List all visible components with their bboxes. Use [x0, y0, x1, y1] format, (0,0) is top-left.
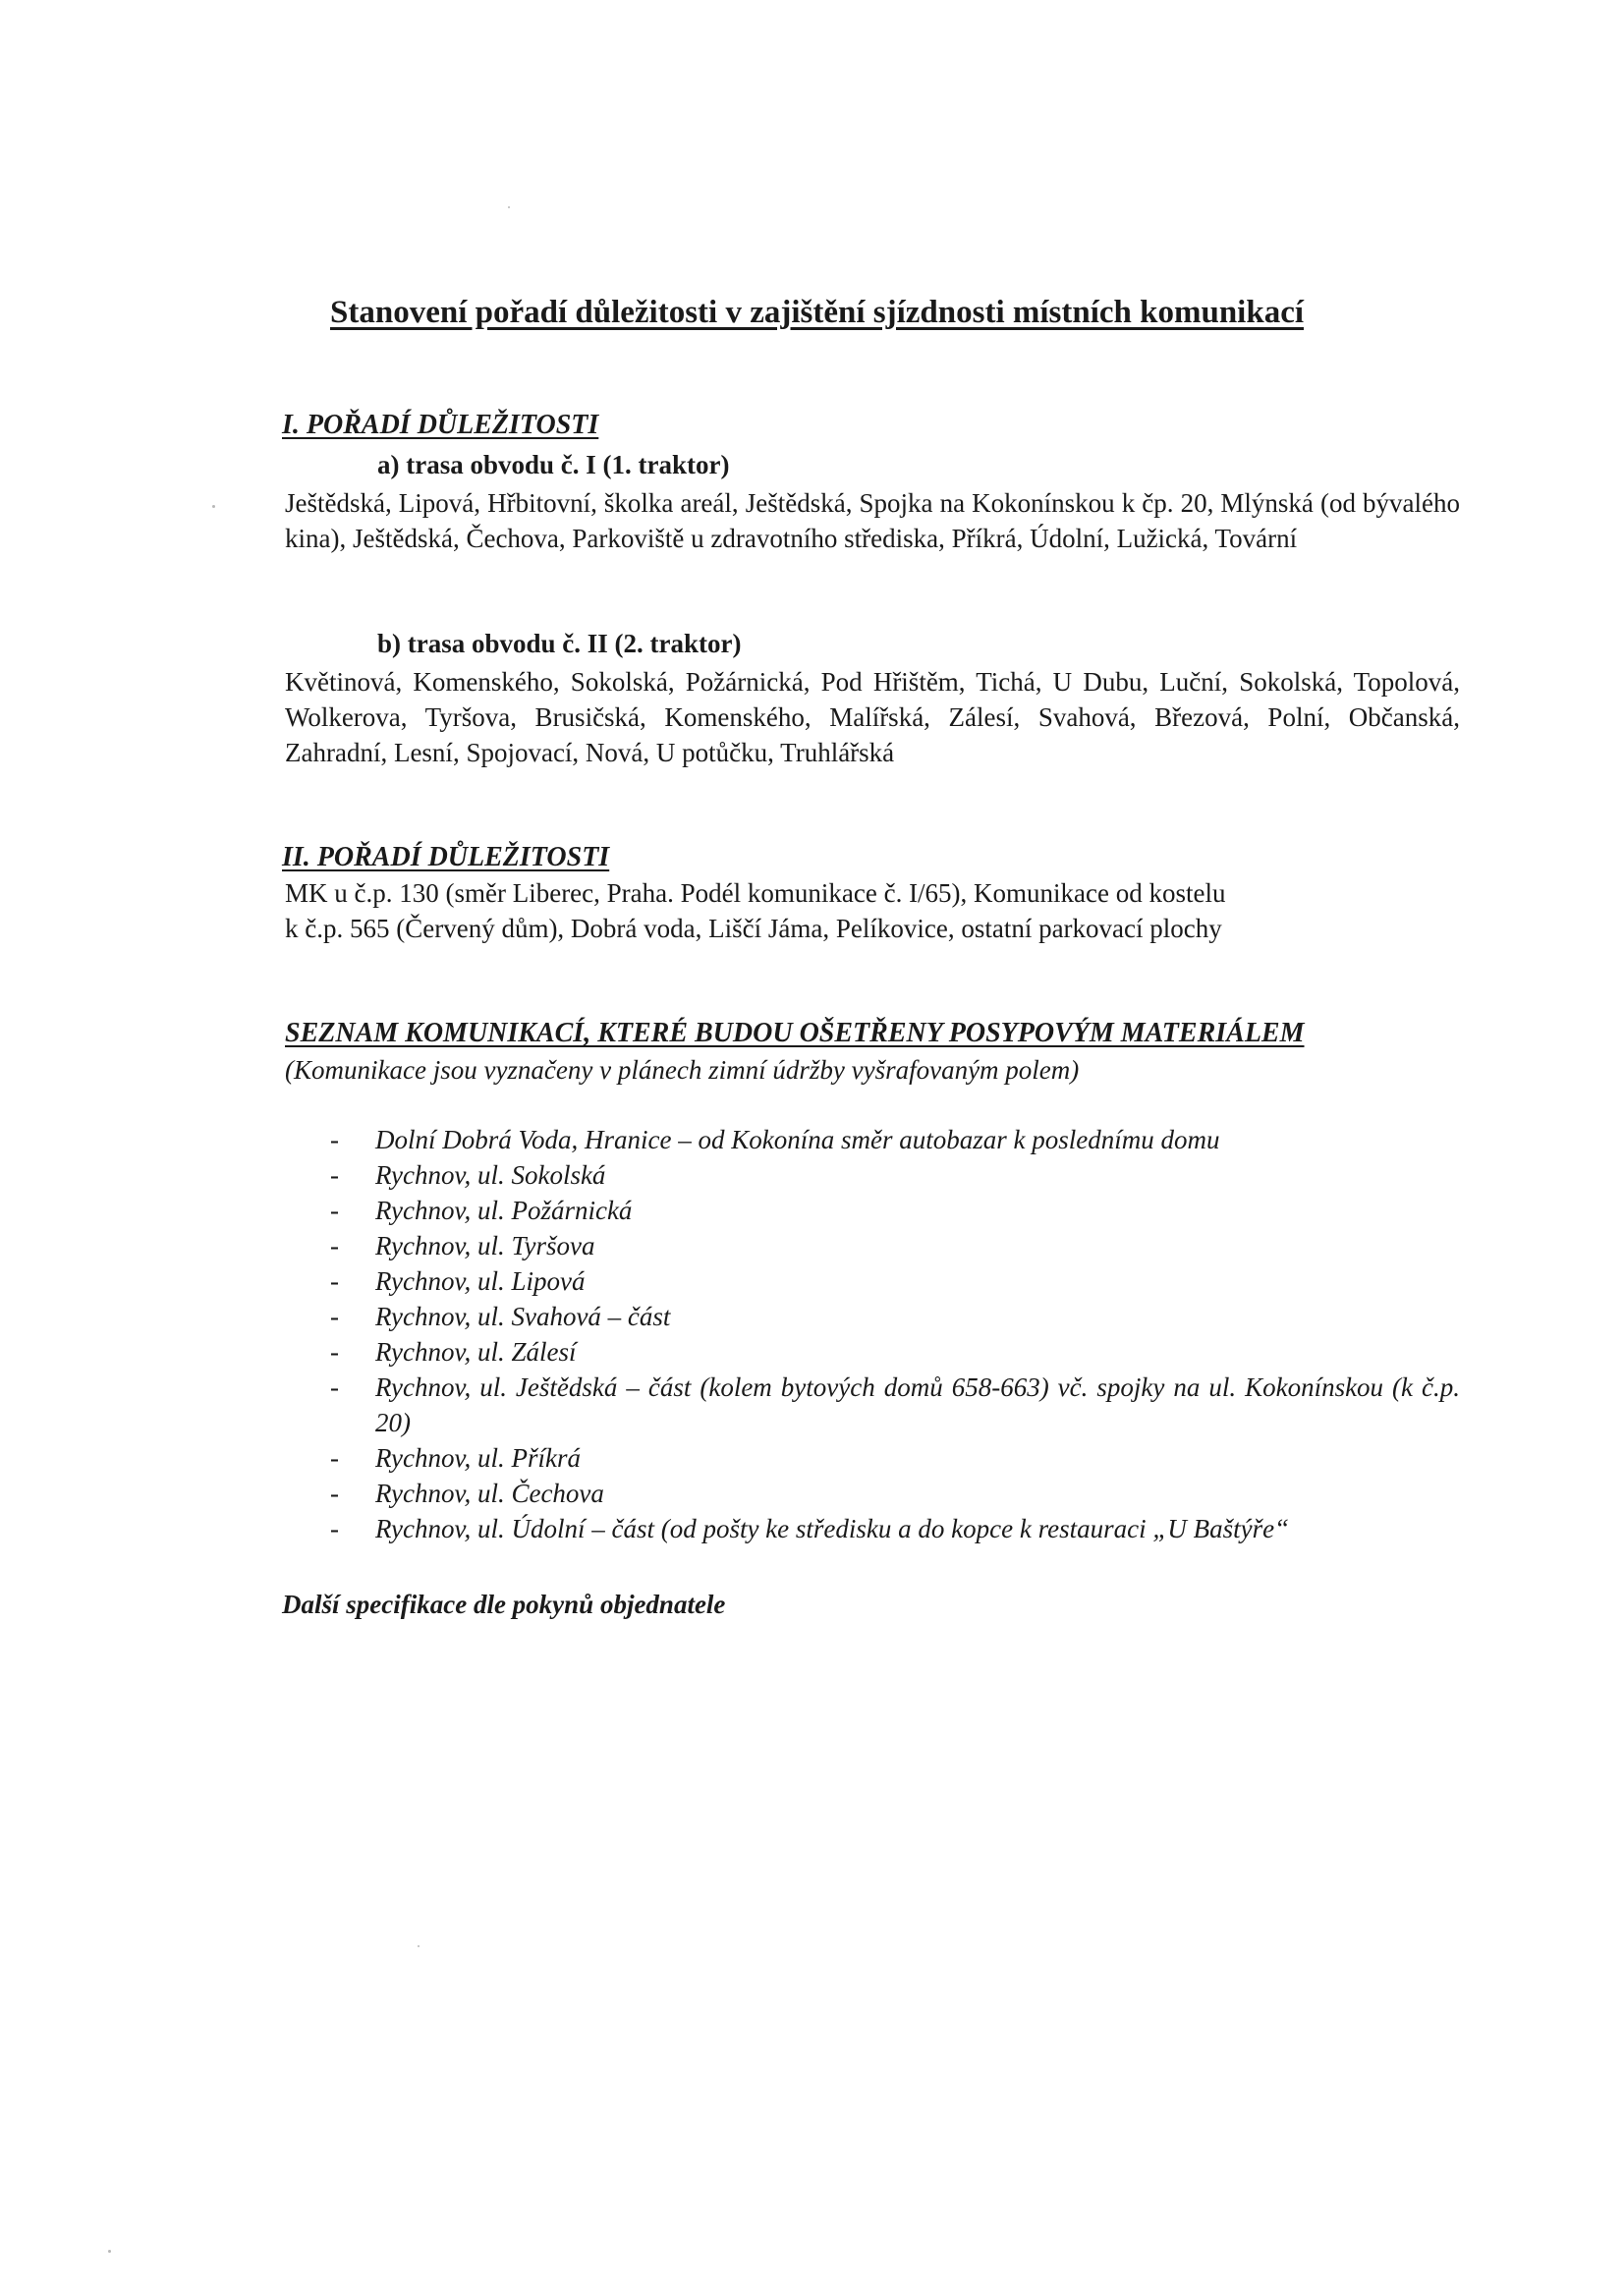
list-item [330, 1122, 1460, 1157]
gritting-list-note: (Komunikace jsou vyznačeny v plánech zimní údržby vyšrafovaným polem) [285, 1055, 1080, 1085]
list-item-text: Rychnov, ul. Ještědská – část (kolem bytových domů 658-663) vč. spojky na ul. Kokonínskou (k č.p. 20) [375, 1372, 1460, 1437]
list-item [330, 1334, 1460, 1370]
route-a-streets: Ještědská, Lipová, Hřbitovní, školka areál, Ještědská, Spojka na Kokonínskou k čp. 20, Mlýnská (od bývalého kina), Ještědská, Čechova, Parkoviště u zdravotního střediska, Příkrá, Údolní, Lužická, Tovární [285, 488, 1460, 553]
section-heading-priority-1: I. POŘADÍ DŮLEŽITOSTI [282, 410, 599, 440]
list-item [330, 1370, 1460, 1440]
route-a-heading: a) trasa obvodu č. I (1. traktor) [377, 450, 730, 479]
list-dash: - [330, 1443, 339, 1473]
gritting-street-list [330, 1122, 1460, 1546]
list-dash: - [330, 1337, 339, 1367]
list-item-text: Rychnov, ul. Lipová [375, 1266, 586, 1296]
scan-speck [108, 2250, 111, 2253]
list-item-text: Rychnov, ul. Tyršova [375, 1231, 595, 1260]
list-item-text: Rychnov, ul. Sokolská [375, 1160, 606, 1190]
section-heading-gritting-list: SEZNAM KOMUNIKACÍ, KTERÉ BUDOU OŠETŘENY POSYPOVÝM MATERIÁLEM [285, 1018, 1305, 1048]
scan-speck [508, 206, 510, 208]
priority-2-line-2: k č.p. 565 (Červený dům), Dobrá voda, Liščí Jáma, Pelíkovice, ostatní parkovací plochy [285, 914, 1222, 943]
list-dash: - [330, 1125, 339, 1154]
list-item-text: Rychnov, ul. Požárnická [375, 1196, 633, 1225]
list-item [330, 1476, 1460, 1511]
list-item [330, 1440, 1460, 1476]
list-dash: - [330, 1514, 339, 1543]
list-dash: - [330, 1266, 339, 1296]
section-heading-priority-2: II. POŘADÍ DŮLEŽITOSTI [282, 842, 610, 872]
list-dash: - [330, 1372, 339, 1402]
list-item [330, 1228, 1460, 1263]
list-dash: - [330, 1231, 339, 1260]
list-item-text: Rychnov, ul. Čechova [375, 1479, 604, 1508]
footer-note: Další specifikace dle pokynů objednatele [282, 1590, 726, 1619]
list-item [330, 1193, 1460, 1228]
list-dash: - [330, 1160, 339, 1190]
list-dash: - [330, 1479, 339, 1508]
list-item-text: Rychnov, ul. Údolní – část (od pošty ke středisku a do kopce k restauraci „U Baštýře“ [375, 1514, 1290, 1543]
list-item-text: Rychnov, ul. Svahová – část [375, 1302, 671, 1331]
list-item [330, 1157, 1460, 1193]
list-item [330, 1511, 1460, 1546]
scan-speck [418, 1945, 420, 1947]
priority-2-line-1: MK u č.p. 130 (směr Liberec, Praha. Podél komunikace č. I/65), Komunikace od kostelu [285, 878, 1226, 908]
list-item-text: Rychnov, ul. Zálesí [375, 1337, 577, 1367]
scan-speck [212, 505, 215, 508]
route-b-streets: Květinová, Komenského, Sokolská, Požárnická, Pod Hřištěm, Tichá, U Dubu, Luční, Sokolská, Topolová, Wolkerova, Tyršova, Brusičská, Komenského, Malířská, Zálesí, Svahová, Březová, Polní, Občanská, Zahradní, Lesní, Spojovací, Nová, U potůčku, Truhlářská [285, 667, 1460, 767]
list-dash: - [330, 1302, 339, 1331]
list-item-text: Rychnov, ul. Příkrá [375, 1443, 581, 1473]
route-b-heading: b) trasa obvodu č. II (2. traktor) [377, 629, 742, 658]
list-item [330, 1263, 1460, 1299]
list-item-text: Dolní Dobrá Voda, Hranice – od Kokonína směr autobazar k poslednímu domu [375, 1125, 1220, 1154]
list-dash: - [330, 1196, 339, 1225]
document-title: Stanovení pořadí důležitosti v zajištění sjízdnosti místních komunikací [330, 295, 1305, 330]
list-item [330, 1299, 1460, 1334]
